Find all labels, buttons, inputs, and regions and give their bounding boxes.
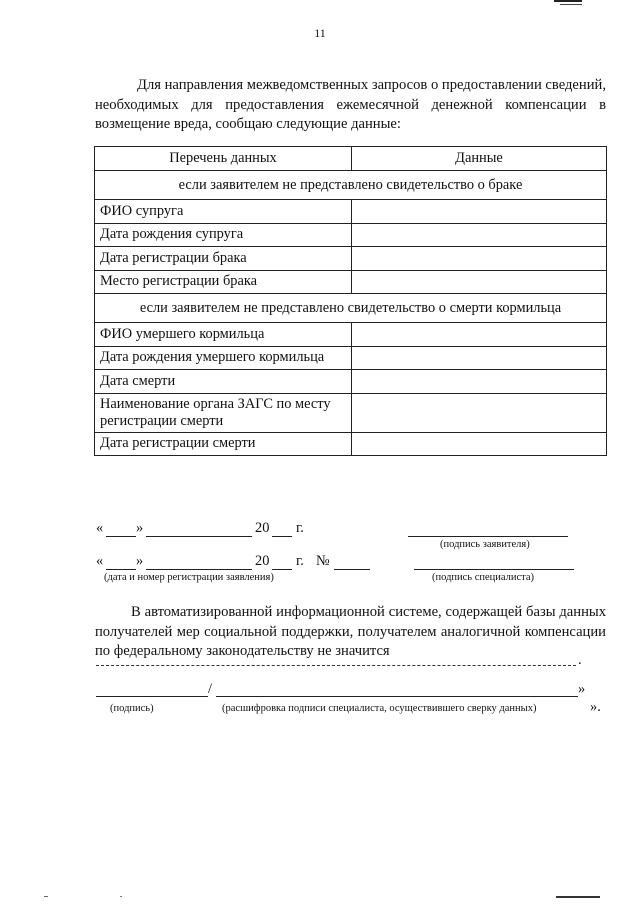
row-label: ФИО умершего кормильца xyxy=(95,323,352,347)
closing-mark: ». xyxy=(590,699,601,715)
row-label: Дата регистрации смерти xyxy=(95,432,352,456)
row-value-cell[interactable] xyxy=(352,270,607,294)
close-quote: » xyxy=(136,520,144,536)
slash-divider: / xyxy=(208,681,212,697)
section-marriage: если заявителем не представлено свидетельство о браке xyxy=(95,171,607,200)
row-value-cell[interactable] xyxy=(352,223,607,247)
year-suffix: г. xyxy=(296,553,304,569)
specialist-signature-line[interactable] xyxy=(414,569,574,570)
row-value-cell[interactable] xyxy=(352,346,607,370)
scan-artifact xyxy=(120,896,122,897)
year-blank[interactable] xyxy=(272,536,292,537)
intro-paragraph: Для направления межведомственных запросов о предоставлении сведений, необходимых для предоставления ежемесячной денежной компенсации в возмещение вреда, сообщаю следующие данные: xyxy=(95,77,606,132)
table-header-row xyxy=(95,147,607,171)
row-value-cell[interactable] xyxy=(352,247,607,271)
row-label: Дата регистрации брака xyxy=(95,247,352,271)
system-dashed-line[interactable] xyxy=(96,665,576,666)
row-label: Наименование органа ЗАГС по месту регистрации смерти xyxy=(95,393,352,432)
row-value-cell[interactable] xyxy=(352,370,607,394)
table-row xyxy=(95,346,607,370)
section-death: если заявителем не представлено свидетельство о смерти кормильца xyxy=(95,294,607,323)
final-signature-line[interactable] xyxy=(96,696,208,697)
decode-caption: (расшифровка подписи специалиста, осуществившего сверку данных) xyxy=(222,703,537,714)
data-table xyxy=(94,146,607,456)
table-row xyxy=(95,200,607,224)
row-label: Дата смерти xyxy=(95,370,352,394)
month-blank[interactable] xyxy=(146,536,252,537)
row-value-cell[interactable] xyxy=(352,323,607,347)
close-quote: » xyxy=(136,553,144,569)
table-row xyxy=(95,270,607,294)
final-closing-quote: » xyxy=(578,681,586,697)
system-paragraph: В автоматизированной информационной системе, содержащей базы данных получателей мер социальной поддержки, получателем аналогичной компенсации по федеральному законодательству не значится xyxy=(95,604,606,659)
year-prefix: 20 xyxy=(255,553,270,569)
year-blank[interactable] xyxy=(272,569,292,570)
scan-corner-mark xyxy=(556,896,600,898)
row-label: Дата рождения умершего кормильца xyxy=(95,346,352,370)
applicant-signature-line[interactable] xyxy=(408,536,568,537)
section-row xyxy=(95,294,607,323)
applicant-caption: (подпись заявителя) xyxy=(440,539,530,550)
year-suffix: г. xyxy=(296,520,304,536)
registration-caption: (дата и номер регистрации заявления) xyxy=(104,572,274,583)
header-list: Перечень данных xyxy=(95,147,352,171)
table-row xyxy=(95,223,607,247)
open-quote: « xyxy=(96,553,104,569)
signature-decode-line[interactable] xyxy=(216,696,578,697)
row-value-cell[interactable] xyxy=(352,200,607,224)
table-row xyxy=(95,393,607,432)
scan-corner-mark xyxy=(560,4,582,5)
day-blank[interactable] xyxy=(106,536,136,537)
open-quote: « xyxy=(96,520,104,536)
table-row xyxy=(95,323,607,347)
section-row xyxy=(95,171,607,200)
number-sign: № xyxy=(316,553,330,569)
day-blank[interactable] xyxy=(106,569,136,570)
scan-corner-mark xyxy=(554,0,582,2)
row-value-cell[interactable] xyxy=(352,432,607,456)
system-period: . xyxy=(578,652,582,668)
table-row xyxy=(95,432,607,456)
row-label: ФИО супруга xyxy=(95,200,352,224)
page-number: 11 xyxy=(314,26,326,40)
header-data: Данные xyxy=(352,147,607,171)
row-label: Дата рождения супруга xyxy=(95,223,352,247)
scan-artifact xyxy=(44,896,48,897)
row-value-cell[interactable] xyxy=(352,393,607,432)
table-row xyxy=(95,247,607,271)
specialist-caption: (подпись специалиста) xyxy=(432,572,535,583)
table-row xyxy=(95,370,607,394)
row-label: Место регистрации брака xyxy=(95,270,352,294)
year-prefix: 20 xyxy=(255,520,270,536)
signature-caption: (подпись) xyxy=(110,703,154,714)
month-blank[interactable] xyxy=(146,569,252,570)
reg-number-blank[interactable] xyxy=(334,569,370,570)
